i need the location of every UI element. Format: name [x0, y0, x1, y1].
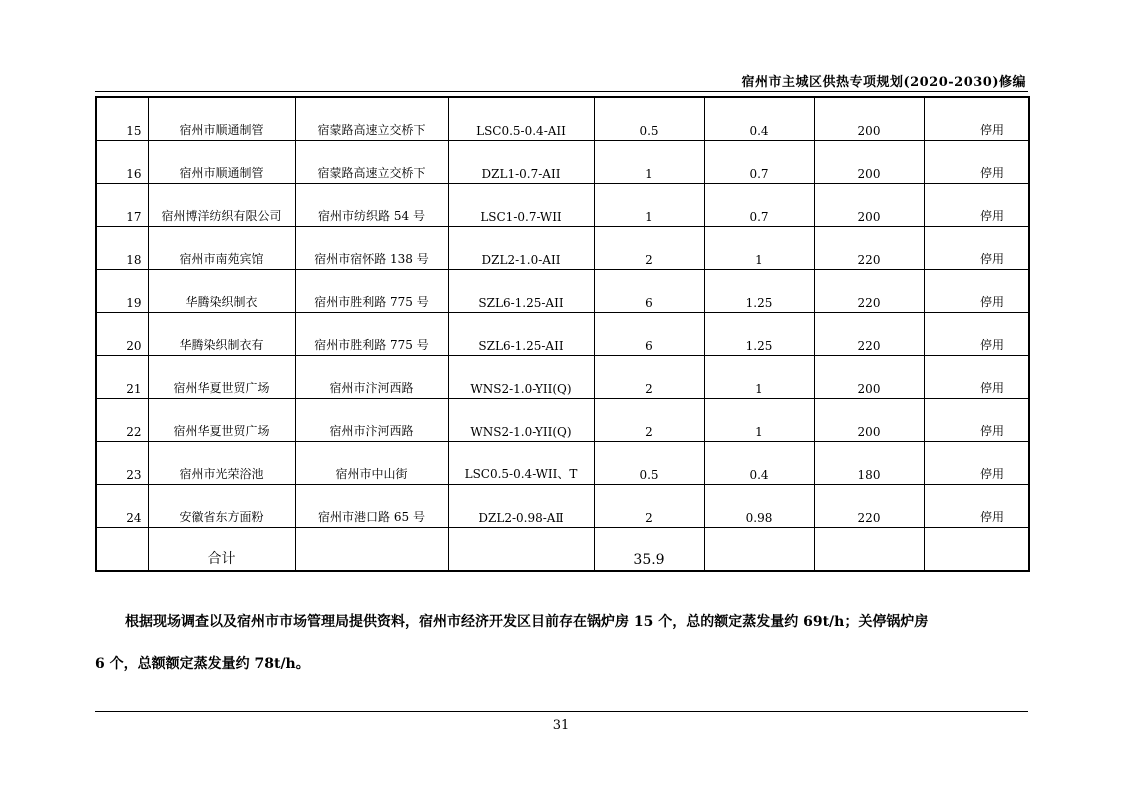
cell-row-number: 21: [96, 356, 148, 399]
table-row: [96, 313, 1029, 356]
cell-boiler-model: WNS2-1.0-YII(Q): [448, 356, 594, 399]
cell-rated-capacity: 6: [594, 313, 704, 356]
cell-rated-capacity: 6: [594, 270, 704, 313]
cell-rated-capacity: 2: [594, 356, 704, 399]
cell-row-number: 18: [96, 227, 148, 270]
cell-status: 停用: [924, 184, 1029, 227]
cell-row-number: 20: [96, 313, 148, 356]
cell-unit-name: 宿州博洋纺织有限公司: [148, 184, 295, 227]
cell-boiler-model: LSC0.5-0.4-WII、T: [448, 442, 594, 485]
cell-boiler-model: SZL6-1.25-AII: [448, 270, 594, 313]
cell-address: 宿州市港口路 65 号: [295, 485, 448, 528]
cell-address: 宿州市汴河西路: [295, 356, 448, 399]
cell-pressure: 1: [704, 356, 814, 399]
cell-pressure: 1.25: [704, 270, 814, 313]
cell-status: 停用: [924, 399, 1029, 442]
cell-rated-capacity: 0.5: [594, 97, 704, 141]
cell-status: 停用: [924, 356, 1029, 399]
body-paragraph-line-1: 根据现场调查以及宿州市市场管理局提供资料，宿州市经济开发区目前存在锅炉房 15 个，总的额定蒸发量约 69t/h；关停锅炉房: [125, 614, 929, 630]
boiler-table: [95, 96, 1030, 572]
table-row: [96, 399, 1029, 442]
cell-row-number: 24: [96, 485, 148, 528]
cell-temperature: 200: [814, 141, 924, 184]
cell-address: 宿蒙路高速立交桥下: [295, 97, 448, 141]
cell-empty: [704, 528, 814, 572]
cell-address: 宿州市纺织路 54 号: [295, 184, 448, 227]
cell-pressure: 0.7: [704, 184, 814, 227]
table-row: [96, 356, 1029, 399]
cell-row-number: 19: [96, 270, 148, 313]
cell-status: 停用: [924, 313, 1029, 356]
table-row: [96, 141, 1029, 184]
cell-boiler-model: DZL2-1.0-AII: [448, 227, 594, 270]
cell-boiler-model: SZL6-1.25-AII: [448, 313, 594, 356]
page-number: 31: [552, 718, 570, 733]
cell-pressure: 0.4: [704, 97, 814, 141]
cell-empty: [295, 528, 448, 572]
cell-unit-name: 宿州华夏世贸广场: [148, 399, 295, 442]
cell-unit-name: 宿州市南苑宾馆: [148, 227, 295, 270]
cell-address: 宿州市中山街: [295, 442, 448, 485]
cell-temperature: 220: [814, 313, 924, 356]
cell-temperature: 200: [814, 97, 924, 141]
cell-unit-name: 安徽省东方面粉: [148, 485, 295, 528]
cell-unit-name: 华腾染织制衣有: [148, 313, 295, 356]
cell-temperature: 180: [814, 442, 924, 485]
cell-address: 宿州市汴河西路: [295, 399, 448, 442]
cell-boiler-model: DZL1-0.7-AII: [448, 141, 594, 184]
cell-pressure: 1: [704, 227, 814, 270]
cell-status: 停用: [924, 442, 1029, 485]
total-capacity: 35.9: [594, 528, 704, 572]
table-row: [96, 227, 1029, 270]
table-row: [96, 270, 1029, 313]
cell-status: 停用: [924, 270, 1029, 313]
cell-temperature: 200: [814, 184, 924, 227]
cell-rated-capacity: 2: [594, 399, 704, 442]
cell-temperature: 220: [814, 227, 924, 270]
total-label: 合计: [148, 528, 295, 572]
cell-temperature: 220: [814, 485, 924, 528]
cell-boiler-model: LSC1-0.7-WII: [448, 184, 594, 227]
cell-empty: [924, 528, 1029, 572]
cell-unit-name: 华腾染织制衣: [148, 270, 295, 313]
cell-address: 宿州市宿怀路 138 号: [295, 227, 448, 270]
cell-row-number: 22: [96, 399, 148, 442]
cell-pressure: 1.25: [704, 313, 814, 356]
page-header-title: 宿州市主城区供热专项规划(2020-2030)修编: [741, 75, 1026, 90]
cell-row-number: 16: [96, 141, 148, 184]
cell-unit-name: 宿州市顺通制管: [148, 141, 295, 184]
cell-pressure: 0.4: [704, 442, 814, 485]
cell-status: 停用: [924, 485, 1029, 528]
cell-status: 停用: [924, 227, 1029, 270]
cell-temperature: 200: [814, 356, 924, 399]
table-row: [96, 184, 1029, 227]
cell-rated-capacity: 2: [594, 227, 704, 270]
cell-address: 宿州市胜利路 775 号: [295, 270, 448, 313]
cell-row-number: 17: [96, 184, 148, 227]
cell-status: 停用: [924, 141, 1029, 184]
cell-pressure: 0.98: [704, 485, 814, 528]
body-paragraph-line-2: 6 个，总额额定蒸发量约 78t/h。: [95, 656, 310, 672]
footer-rule: [95, 711, 1028, 712]
cell-empty: [96, 528, 148, 572]
cell-rated-capacity: 0.5: [594, 442, 704, 485]
header-rule: [95, 91, 1028, 92]
table-row: [96, 442, 1029, 485]
cell-row-number: 15: [96, 97, 148, 141]
cell-unit-name: 宿州市顺通制管: [148, 97, 295, 141]
cell-row-number: 23: [96, 442, 148, 485]
cell-address: 宿州市胜利路 775 号: [295, 313, 448, 356]
cell-address: 宿蒙路高速立交桥下: [295, 141, 448, 184]
cell-boiler-model: DZL2-0.98-AⅡ: [448, 485, 594, 528]
table-row: [96, 485, 1029, 528]
cell-boiler-model: LSC0.5-0.4-AII: [448, 97, 594, 141]
cell-empty: [814, 528, 924, 572]
cell-status: 停用: [924, 97, 1029, 141]
cell-unit-name: 宿州市光荣浴池: [148, 442, 295, 485]
cell-empty: [448, 528, 594, 572]
total-row: [96, 528, 1029, 572]
cell-pressure: 1: [704, 399, 814, 442]
table-row: [96, 97, 1029, 141]
cell-boiler-model: WNS2-1.0-YII(Q): [448, 399, 594, 442]
cell-unit-name: 宿州华夏世贸广场: [148, 356, 295, 399]
cell-temperature: 220: [814, 270, 924, 313]
cell-pressure: 0.7: [704, 141, 814, 184]
cell-rated-capacity: 1: [594, 184, 704, 227]
cell-rated-capacity: 1: [594, 141, 704, 184]
cell-rated-capacity: 2: [594, 485, 704, 528]
cell-temperature: 200: [814, 399, 924, 442]
